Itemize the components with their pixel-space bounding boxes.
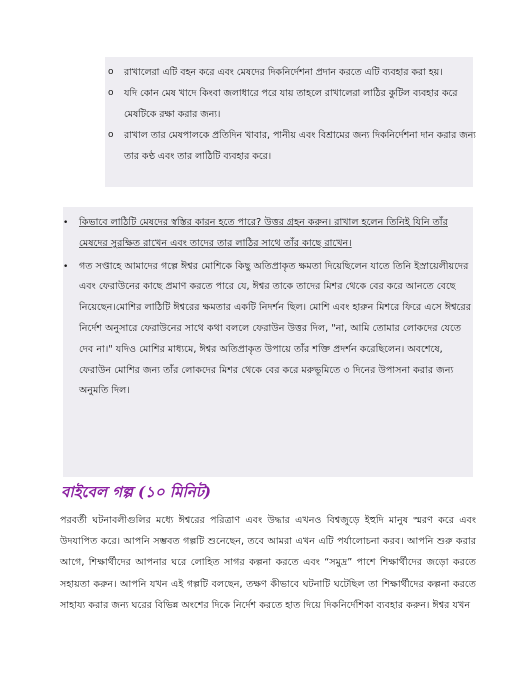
body-paragraph: পরবর্তী ঘটনাবলীগুলির মধ্যে ঈশ্বরের পরিত্রাণ এবং উদ্ধার এখনও বিশ্বজুড়ে ইহুদি মানুষ স্মরণ করে এবং উদযাপিত করে। আপনি সম্ভবত গল্পটি শুনেছেন, তবে আমরা এখন এটি পর্যালোচনা করব। আপনি শুরু করার আগে, শিক্ষার্থীদের আপনার ঘরে লোহিত সাগর কল্পনা করতে এবং “সমুদ্র” পাশে শিক্ষার্থীদের জড়ো করতে সহায়তা করুন। আপনি যখন এই গল্পটি বলছেন, তক্ষণ কীভাবে ঘটনাটি ঘটেছিল তা শিক্ষার্থীদের কল্পনা করতে সাহায্য করার জন্য ঘরের বিভিন্ন অংশের দিকে নির্দেশ করতে হাত দিয়ে দিকনির্দেশিকা ব্যবহার করুন। ঈশ্বর যখন (60, 515, 476, 611)
dot-bullet-icon: • (63, 261, 69, 272)
list-item-text: যদি কোন মেষ খাদে কিংবা জলাধারে পরে যায় তাহলে রাখালেরা লাঠির কুটিল ব্যবহার করে মেষটিকে রক্ষা করার জন্য। (124, 88, 458, 120)
main-bullet-list (60, 213, 475, 402)
list-item-text: কিভাবে লাঠিটি মেষদের স্বস্তির কারন হতে পারে? উত্তর গ্রহন করুন। রাখাল হলেন তিনিই যিনি তাঁর মেষদের সুরক্ষিত রাখেন এবং তাদের তার লাঠির সাথে তাঁর কাছে রাখেন। (79, 217, 448, 249)
list-item (60, 213, 475, 255)
list-item (60, 257, 475, 403)
circle-bullet-icon: o (108, 130, 114, 140)
circle-bullet-icon: o (108, 67, 114, 77)
circle-bullet-icon: o (108, 88, 114, 98)
dot-bullet-icon: • (63, 218, 69, 228)
list-item (104, 62, 476, 83)
section-heading: বাইবেল গল্প (১০ মিনিট) (61, 483, 211, 501)
list-item (104, 125, 476, 167)
list-item-text: গত সপ্তাহে আমাদের গল্পে ঈশ্বর মোশিকে কিছু অতিপ্রাকৃত ক্ষমতা দিয়েছিলেন যাতে তিনি ইস্রায়েলীয়দের এবং ফেরাউনের কাছে প্রমাণ করতে পারে যে, ঈশ্বর তাকে তাদের মিশর থেকে বের করে আনতে বেছে নিয়েছেন।মোশির লাঠিটি ঈশ্বরের ক্ষমতার একটি নিদর্শন ছিল। মোশি এবং হারুন মিশরে ফিরে এসে ঈশ্বরের নির্দেশ অনুসারে ফেরাউনের সাথে কথা বললে ফেরাউন উত্তর দিল, "না, আমি তোমার লোকদের যেতে দেব না।" যদিও মোশির মাধ্যমে, ঈশ্বর অতিপ্রাকৃত উপায়ে তাঁর শক্তি প্রদর্শন করেছিলেন। অবশেষে, ফেরাউন মোশির জন্য তাঁর লোকদের মিশর থেকে বের করে মরুভূমিতে ৩ দিনের উপাসনা করার জন্য অনুমতি দিল। (79, 260, 471, 397)
list-item (104, 83, 476, 125)
list-item-text: রাখাল তার মেষপালকে প্রতিদিন খাবার, পানীয় এবং বিশ্রামের জন্য দিকনির্দেশনা দান করার জন্য তার কণ্ঠ এবং তার লাঠিটি ব্যবহার করে। (124, 130, 476, 162)
list-item-text: রাখালেরা এটি বহন করে এবং মেষদের দিকনির্দেশনা প্রদান করতে এটি ব্যবহার করা হয়। (124, 67, 443, 78)
sub-bullet-list (104, 62, 476, 167)
